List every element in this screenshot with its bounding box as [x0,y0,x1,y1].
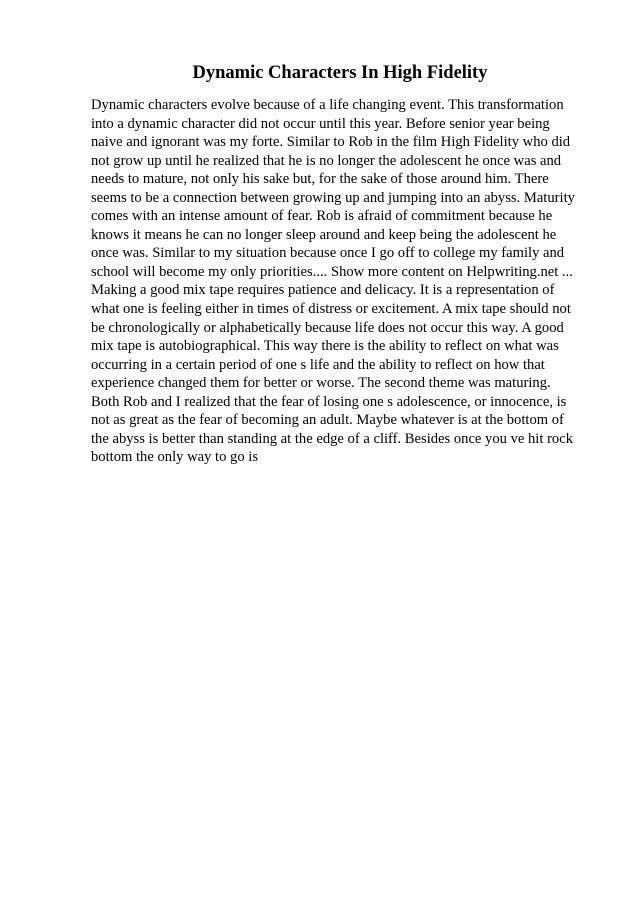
body-line: needs to mature, not only his sake but, for the sake of those around him. There [91,171,549,188]
body-line: be chronologically or alphabetically because life does not occur this way. A good [91,319,564,336]
body-line: not grow up until he realized that he is no longer the adolescent he once was and [91,152,562,169]
body-text [91,96,579,467]
body-line: into a dynamic character did not occur until this year. Before senior year being [91,115,550,132]
body-line: once was. Similar to my situation because once I go off to college my family and [91,245,565,262]
body-line: Making a good mix tape requires patience and delicacy. It is a representation of [91,282,555,299]
body-line: experience changed them for better or worse. The second theme was maturing. [91,375,551,392]
body-line: Dynamic characters evolve because of a life changing event. This transformation [91,97,564,113]
body-line: seems to be a connection between growing up and jumping into an abyss. Maturity [91,189,575,206]
body-line: occurring in a certain period of one s life and the ability to reflect on how that [91,356,545,373]
body-line: naive and ignorant was my forte. Similar to Rob in the film High Fidelity who did [91,134,571,151]
body-line: knows it means he can no longer sleep around and keep being the adolescent he [91,226,557,243]
body-line: comes with an intense amount of fear. Rob is afraid of commitment because he [91,208,553,225]
body-line: Both Rob and I realized that the fear of losing one s adolescence, or innocence, is [91,393,567,410]
body-line: what one is feeling either in times of distress or excitement. A mix tape should not [91,301,571,318]
body-line: not as great as the fear of becoming an adult. Maybe whatever is at the bottom of [91,412,564,429]
page-title: Dynamic Characters In High Fidelity [192,63,488,83]
body-line: the abyss is better than standing at the edge of a cliff. Besides once you ve hit rock [91,430,573,447]
body-line: mix tape is autobiographical. This way there is the ability to reflect on what was [91,338,559,355]
body-line: bottom the only way to go is [91,449,259,466]
body-line: school will become my only priorities.... Show more content on Helpwriting.net ... [91,263,573,280]
